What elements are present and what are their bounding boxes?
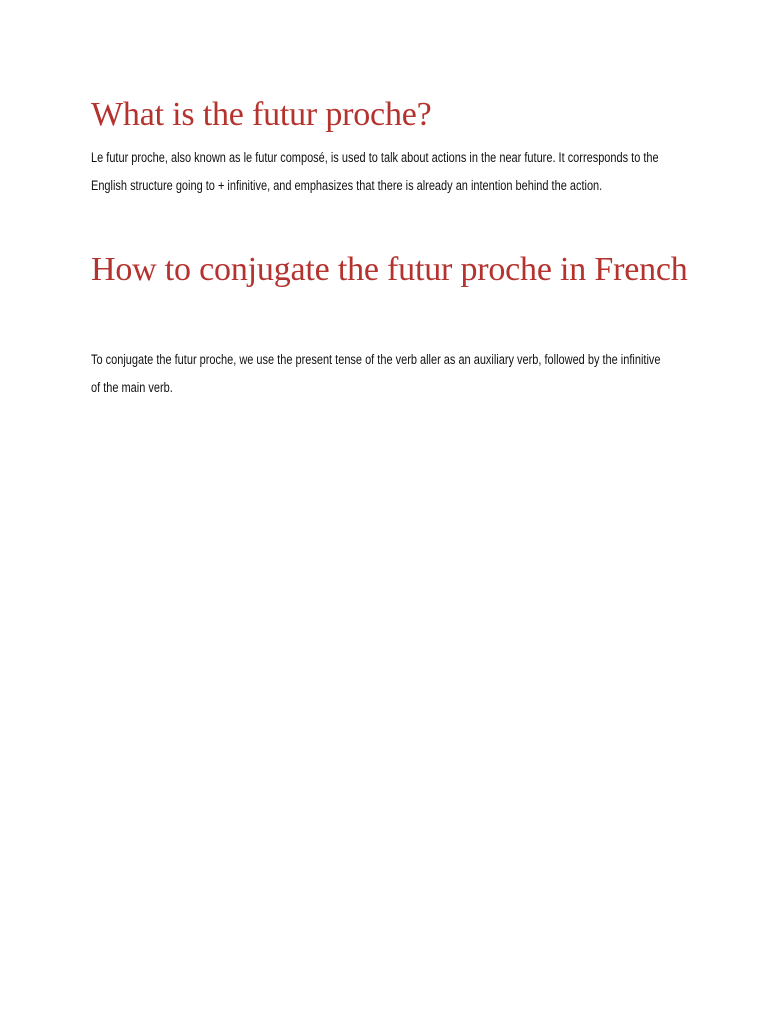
section-heading-how-to-conjugate: How to conjugate the futur proche in French: [91, 251, 688, 288]
section-paragraph-what-is: Le futur proche, also known as le futur composé, is used to talk about actions in the near future. It corresponds to the English structure going to + infinitive, and emphasizes that there is already an intention behind the action.: [91, 150, 659, 193]
section-paragraph-how-to-conjugate: To conjugate the futur proche, we use the present tense of the verb aller as an auxiliary verb, followed by the infinitive of the main verb.: [91, 352, 661, 395]
section-heading-what-is: What is the futur proche?: [91, 96, 432, 133]
